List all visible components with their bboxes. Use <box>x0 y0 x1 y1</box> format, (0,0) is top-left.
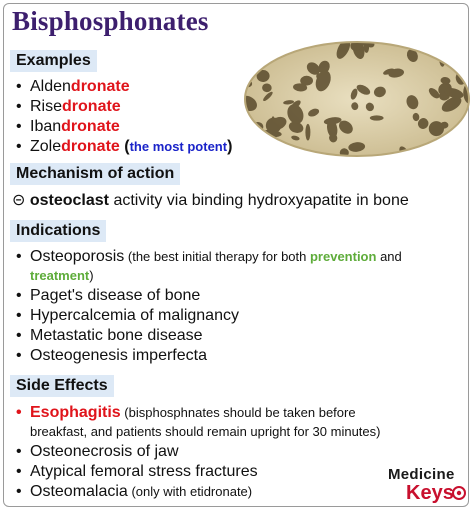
list-item: • Osteoporosis (the best initial therapy for both prevention and <box>16 248 402 265</box>
medicine-keys-logo: Medicine Keys <box>388 466 468 506</box>
bone-pore <box>305 124 310 141</box>
list-item: • Hypercalcemia of malignancy <box>16 307 239 324</box>
bone-pore <box>454 138 471 158</box>
bone-image <box>243 40 471 158</box>
bone-pore <box>257 44 267 52</box>
mechanism-header: Mechanism of action <box>10 163 180 185</box>
list-item: • Metastatic bone disease <box>16 327 203 344</box>
indications-header: Indications <box>10 220 106 242</box>
side-effects-header: Side Effects <box>10 375 114 397</box>
bone-pore <box>452 129 465 141</box>
target-icon <box>452 486 466 500</box>
list-item: • Risedronate <box>16 98 121 115</box>
list-item: • Osteomalacia (only with etidronate) <box>16 483 253 500</box>
bone-pore <box>370 115 384 120</box>
examples-header: Examples <box>10 50 97 72</box>
list-item: • Osteonecrosis of jaw <box>16 443 179 460</box>
list-item: • Zoledronate (the most potent) <box>16 138 233 155</box>
list-item: • Atypical femoral stress fractures <box>16 463 258 480</box>
list-item: • Paget's disease of bone <box>16 287 201 304</box>
page-title: Bisphosphonates <box>12 6 209 36</box>
list-item-continuation: treatment) <box>30 268 94 283</box>
list-item-continuation: breakfast, and patients should remain upright for 30 minutes) <box>30 424 381 439</box>
list-item: • Ibandronate <box>16 118 120 135</box>
list-item: • Osteogenesis imperfecta <box>16 347 207 364</box>
bone-pore <box>255 40 271 54</box>
bone-pore <box>276 40 285 48</box>
list-item: • Aldendronate <box>16 78 130 95</box>
list-item: • Esophagitis (bisphosphnates should be taken before <box>16 404 356 421</box>
mechanism-text: ⊝ osteoclast activity via binding hydroxyapatite in bone <box>12 192 409 209</box>
